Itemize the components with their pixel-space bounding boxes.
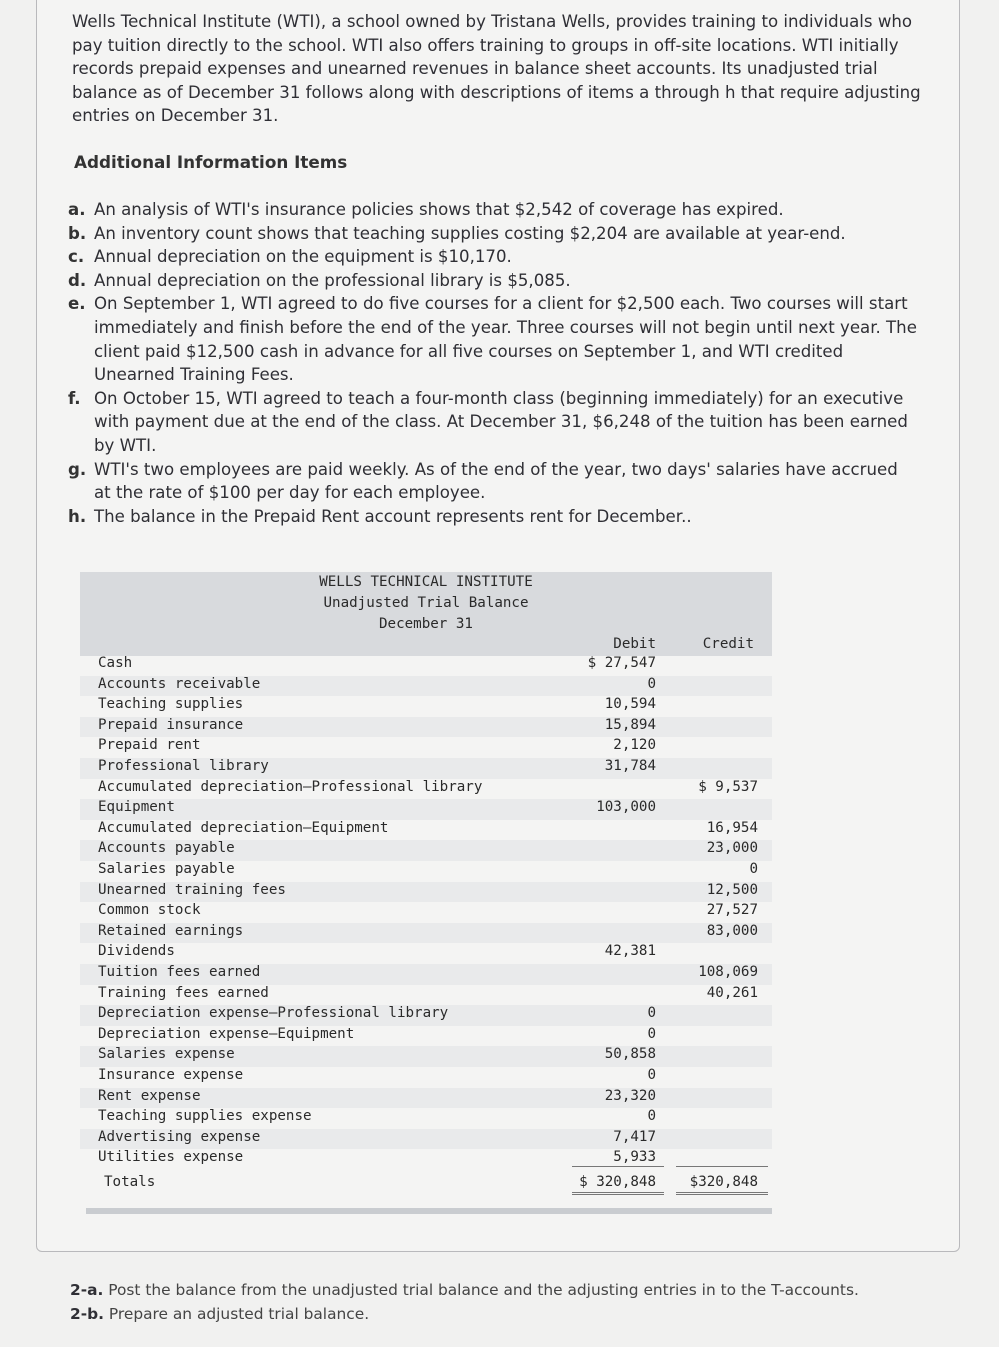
credit-amount: 12,500 (706, 881, 758, 898)
debit-amount: 2,120 (613, 737, 656, 754)
list-item (68, 505, 918, 529)
credit-amount: 108,069 (698, 964, 758, 980)
table-row (80, 1005, 772, 1026)
credit-double-underline (676, 1192, 768, 1197)
totals-row (80, 1174, 772, 1195)
question-2b-label: 2-b. (70, 1305, 104, 1323)
table-row (80, 799, 772, 820)
additional-info-title: Additional Information Items (74, 152, 348, 172)
item-letter: g. (68, 459, 87, 479)
debit-amount: 42,381 (604, 943, 656, 960)
table-row (80, 717, 772, 738)
debit-amount: 0 (647, 1025, 656, 1042)
table-row (80, 923, 772, 944)
account-name: Training fees earned (98, 984, 269, 1001)
statement-title: Unadjusted Trial Balance (323, 595, 529, 611)
debit-amount: 10,594 (604, 696, 656, 713)
table-row (80, 902, 772, 923)
account-name: Accounts payable (98, 840, 235, 857)
debit-amount: 103,000 (596, 799, 656, 816)
item-text: An analysis of WTI's insurance policies shows that $2,542 of coverage has expired. (94, 200, 784, 219)
totals-credit: $320,848 (689, 1174, 758, 1190)
item-text: The balance in the Prepaid Rent account represents rent for December.. (94, 506, 692, 526)
account-name: Common stock (98, 902, 201, 919)
list-item (68, 387, 918, 458)
account-name: Utilities expense (98, 1149, 244, 1166)
account-name: Prepaid rent (98, 737, 201, 754)
table-row (80, 985, 772, 1006)
account-name: Depreciation expense–Professional library (98, 1005, 449, 1022)
debit-amount: 15,894 (604, 716, 656, 733)
debit-amount: 23,320 (604, 1087, 656, 1104)
debit-amount: $ 27,547 (587, 655, 656, 671)
account-name: Accumulated depreciation–Equipment (98, 819, 389, 836)
item-letter: h. (68, 506, 87, 526)
account-name: Insurance expense (98, 1067, 244, 1083)
item-letter: d. (68, 270, 87, 290)
item-text: On September 1, WTI agreed to do five courses for a client for $2,500 each. Two courses will start immediately and finish before the end of the year. Three courses will not begin until next year. The client paid $12,500 cash in advance for all five courses on September 1, and WTI credited Unearned Training Fees. (94, 294, 917, 385)
account-name: Depreciation expense–Equipment (98, 1025, 355, 1042)
question-2a (70, 1278, 950, 1302)
credit-amount: $ 9,537 (698, 778, 758, 795)
account-name: Equipment (98, 799, 175, 816)
account-name: Teaching supplies (98, 696, 244, 713)
credit-header: Credit (702, 636, 754, 652)
question-2b (70, 1302, 950, 1326)
debit-double-underline (572, 1192, 664, 1197)
debit-amount: 31,784 (604, 758, 656, 774)
table-row (80, 676, 772, 697)
list-item (68, 269, 918, 293)
table-row (80, 1149, 772, 1170)
account-name: Rent expense (98, 1087, 201, 1104)
list-item (68, 222, 918, 246)
table-row (80, 655, 772, 676)
table-row (80, 1129, 772, 1150)
table-row (80, 964, 772, 985)
debit-amount: 5,933 (613, 1149, 656, 1166)
credit-amount: 40,261 (706, 984, 758, 1001)
account-name: Cash (98, 655, 133, 671)
credit-amount: 23,000 (706, 840, 758, 857)
credit-amount: 27,527 (706, 902, 758, 919)
table-row (80, 1088, 772, 1109)
table-row (80, 943, 772, 964)
totals-label: Totals (104, 1174, 156, 1190)
account-name: Dividends (98, 943, 175, 960)
item-text: WTI's two employees are paid weekly. As of the end of the year, two days' salaries have accrued at the rate of $100 per day for each employee. (94, 459, 898, 503)
item-letter: f. (68, 388, 81, 408)
item-letter: c. (68, 247, 85, 267)
table-row (80, 758, 772, 779)
table-row (80, 840, 772, 861)
debit-amount: 0 (647, 1067, 656, 1083)
debit-amount: 7,417 (613, 1128, 656, 1145)
item-letter: b. (68, 223, 87, 243)
list-item (68, 245, 918, 269)
list-item (68, 292, 918, 386)
table-row (80, 1046, 772, 1067)
account-name: Salaries expense (98, 1046, 235, 1063)
account-name: Advertising expense (98, 1128, 261, 1145)
credit-total-underline (676, 1166, 768, 1167)
credit-amount: 83,000 (706, 922, 758, 939)
table-row (80, 779, 772, 800)
table-bottom-bar (86, 1208, 772, 1214)
account-name: Tuition fees earned (98, 964, 261, 980)
item-text: An inventory count shows that teaching supplies costing $2,204 are available at year-end. (94, 223, 846, 243)
question-2a-text: Post the balance from the unadjusted trial balance and the adjusting entries in to the T-accounts. (103, 1281, 859, 1299)
account-name: Accounts receivable (98, 675, 261, 692)
debit-amount: 0 (647, 675, 656, 692)
table-row (80, 1067, 772, 1088)
additional-info-list (68, 198, 918, 528)
debit-amount: 0 (647, 1005, 656, 1022)
list-item (68, 198, 918, 222)
company-name: WELLS TECHNICAL INSTITUTE (319, 574, 533, 590)
list-item (68, 458, 918, 505)
debit-amount: 50,858 (604, 1046, 656, 1063)
debit-total-underline (572, 1166, 664, 1167)
trial-balance-table (80, 572, 772, 1216)
account-name: Accumulated depreciation–Professional library (98, 778, 483, 795)
account-name: Salaries payable (98, 861, 235, 877)
item-text: Annual depreciation on the professional library is $5,085. (94, 270, 571, 290)
account-name: Retained earnings (98, 922, 244, 939)
account-name: Unearned training fees (98, 881, 286, 898)
table-row (80, 820, 772, 841)
totals-debit: $ 320,848 (579, 1174, 656, 1190)
intro-paragraph: Wells Technical Institute (WTI), a school owned by Tristana Wells, provides training to individuals who pay tuition directly to the school. WTI also offers training to groups in off-site locations. WTI initially records prepaid expenses and unearned revenues in balance sheet accounts. Its unadjusted trial balance as of December 31 follows along with descriptions of items a through h that require adjusting entries on December 31. (72, 12, 921, 126)
item-letter: e. (68, 294, 86, 314)
item-letter: a. (68, 200, 86, 219)
credit-amount: 0 (749, 861, 758, 877)
question-2a-label: 2-a. (70, 1281, 104, 1299)
table-row (80, 861, 772, 882)
item-text: On October 15, WTI agreed to teach a four-month class (beginning immediately) for an executive with payment due at the end of the class. At December 31, $6,248 of the tuition has been earned by WTI. (94, 388, 908, 455)
table-row (80, 882, 772, 903)
credit-amount: 16,954 (706, 819, 758, 836)
debit-amount: 0 (647, 1108, 656, 1125)
statement-date: December 31 (379, 616, 473, 632)
account-name: Professional library (98, 758, 269, 774)
table-row (80, 1108, 772, 1129)
debit-header: Debit (613, 636, 656, 652)
table-row (80, 737, 772, 758)
questions (70, 1278, 950, 1326)
item-text: Annual depreciation on the equipment is $10,170. (94, 247, 512, 267)
question-2b-text: Prepare an adjusted trial balance. (103, 1305, 370, 1323)
table-row (80, 696, 772, 717)
account-name: Prepaid insurance (98, 716, 244, 733)
account-name: Teaching supplies expense (98, 1108, 312, 1125)
table-row (80, 1026, 772, 1047)
